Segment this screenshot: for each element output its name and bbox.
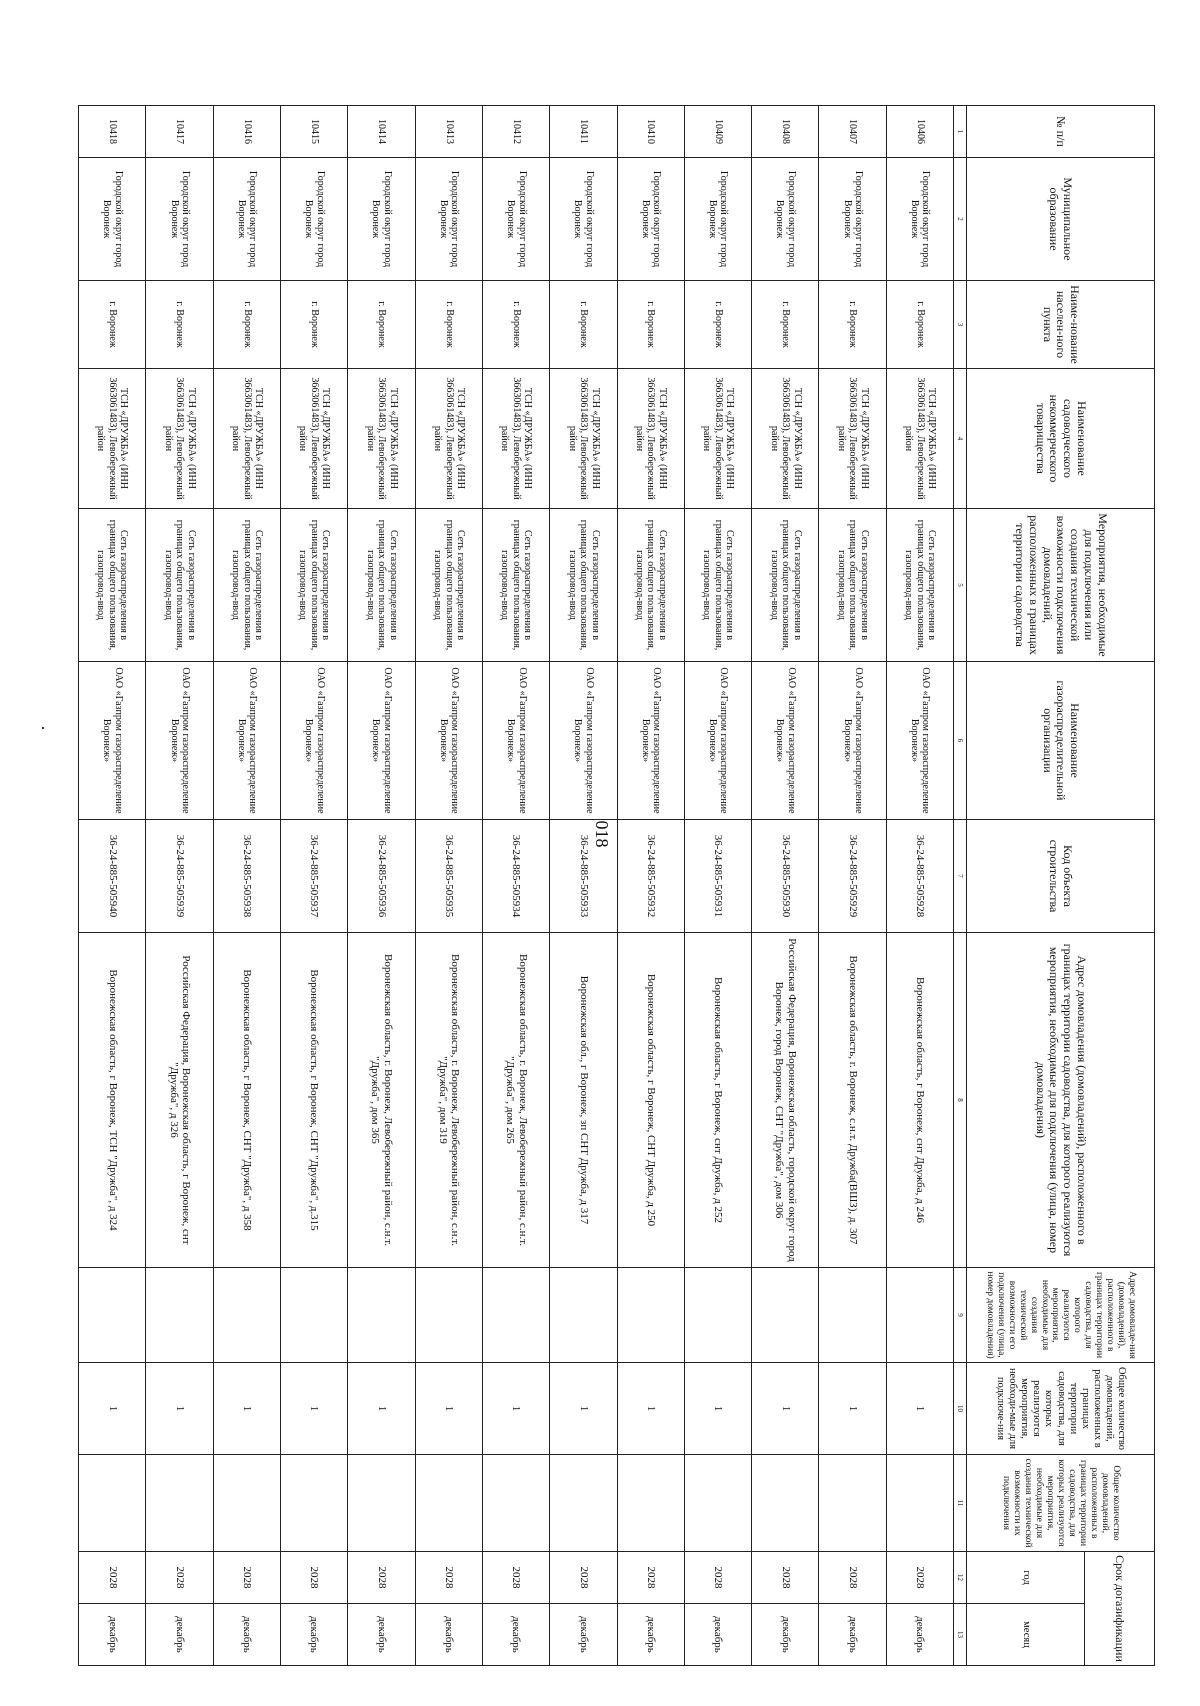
- cell-snt-name: ТСН «ДРУЖБА» (ИНН 3663061483), Левобережный район: [617, 369, 684, 509]
- rotated-document: [78, 105, 1155, 1665]
- cell-object-code: 36-24-885-505934: [482, 820, 549, 933]
- cell-object-code: 36-24-885-505940: [79, 820, 146, 933]
- header-measures: Мероприятия, необходимые для подключения или создания технической возможности подключения домовладений, расположенных в границах территории садоводства: [967, 509, 1155, 662]
- cell-object-code: 36-24-885-505931: [684, 820, 751, 933]
- cell-number: 10411: [550, 106, 617, 158]
- table-row: [146, 106, 213, 1666]
- cell-measures: Сеть газораспределения в границах общего пользования, газопровод-ввод: [281, 509, 348, 662]
- cell-municipality: Городской округ город Воронеж: [617, 158, 684, 281]
- cell-household-address: Воронежская область, г. Воронеж, Левобережный район, с.н.т. "Дружба", дом 265: [482, 933, 549, 1268]
- column-number: 7: [954, 820, 967, 933]
- cell-number: 10407: [819, 106, 886, 158]
- cell-number: 10410: [617, 106, 684, 158]
- cell-object-code: 36-24-885-505929: [819, 820, 886, 933]
- cell-total-connect: 1: [819, 1363, 886, 1455]
- cell-measures: Сеть газораспределения в границах общего пользования, газопровод-ввод: [617, 509, 684, 662]
- cell-municipality: Городской округ город Воронеж: [146, 158, 213, 281]
- cell-total-tech: [415, 1455, 482, 1552]
- cell-year: 2028: [281, 1552, 348, 1604]
- cell-household-address: Российская Федерация, Воронежская область, г Воронеж, снт "Дружба", д 326: [146, 933, 213, 1268]
- cell-month: декабрь: [146, 1604, 213, 1666]
- cell-measures: Сеть газораспределения в границах общего пользования, газопровод-ввод: [819, 509, 886, 662]
- cell-settlement: г. Воронеж: [146, 281, 213, 369]
- cell-year: 2028: [752, 1552, 819, 1604]
- cell-household-address-tech: [684, 1268, 751, 1363]
- cell-month: декабрь: [79, 1604, 146, 1666]
- cell-household-address-tech: [886, 1268, 953, 1363]
- cell-year: 2028: [819, 1552, 886, 1604]
- cell-object-code: 36-24-885-505935: [415, 820, 482, 933]
- cell-snt-name: ТСН «ДРУЖБА» (ИНН 3663061483), Левобережный район: [281, 369, 348, 509]
- cell-snt-name: ТСН «ДРУЖБА» (ИНН 3663061483), Левобережный район: [415, 369, 482, 509]
- table-row: [550, 106, 617, 1666]
- cell-number: 10416: [213, 106, 280, 158]
- cell-month: декабрь: [348, 1604, 415, 1666]
- cell-number: 10412: [482, 106, 549, 158]
- table-row: [819, 106, 886, 1666]
- cell-snt-name: ТСН «ДРУЖБА» (ИНН 3663061483), Левобережный район: [752, 369, 819, 509]
- cell-household-address: Российская Федерация, Воронежская область, городской округ город Воронеж, город Воронеж, СНТ "Дружба", дом 306: [752, 933, 819, 1268]
- cell-municipality: Городской округ город Воронеж: [79, 158, 146, 281]
- cell-municipality: Городской округ город Воронеж: [482, 158, 549, 281]
- cell-settlement: г. Воронеж: [482, 281, 549, 369]
- cell-total-tech: [819, 1455, 886, 1552]
- cell-settlement: г. Воронеж: [281, 281, 348, 369]
- page-number: 018: [592, 820, 613, 848]
- cell-household-address: Воронежская область, г. Воронеж, Левобережный район, с.н.т. "Дружба", дом 319: [415, 933, 482, 1268]
- cell-gas-org: ОАО «Газпром газораспределение Воронеж»: [213, 662, 280, 820]
- table-row: [752, 106, 819, 1666]
- cell-measures: Сеть газораспределения в границах общего пользования, газопровод-ввод: [146, 509, 213, 662]
- cell-year: 2028: [415, 1552, 482, 1604]
- cell-settlement: г. Воронеж: [348, 281, 415, 369]
- cell-gas-org: ОАО «Газпром газораспределение Воронеж»: [684, 662, 751, 820]
- cell-household-address-tech: [213, 1268, 280, 1363]
- table-row: [482, 106, 549, 1666]
- header-household-address: Адрес домовладения (домовладений), расположенного в границах территории садоводства, для которого реализуются мероприятия, необходимые для подключения (улица, номер домовладения): [967, 933, 1155, 1268]
- table-row: [886, 106, 953, 1666]
- cell-total-tech: [617, 1455, 684, 1552]
- cell-household-address-tech: [819, 1268, 886, 1363]
- cell-total-tech: [550, 1455, 617, 1552]
- cell-month: декабрь: [281, 1604, 348, 1666]
- cell-object-code: 36-24-885-505936: [348, 820, 415, 933]
- cell-month: декабрь: [213, 1604, 280, 1666]
- cell-total-tech: [348, 1455, 415, 1552]
- header-num: № п/п: [967, 106, 1155, 158]
- column-number: 11: [954, 1455, 967, 1552]
- column-number: 3: [954, 281, 967, 369]
- cell-year: 2028: [684, 1552, 751, 1604]
- cell-measures: Сеть газораспределения в границах общего пользования, газопровод-ввод: [415, 509, 482, 662]
- cell-household-address-tech: [79, 1268, 146, 1363]
- cell-snt-name: ТСН «ДРУЖБА» (ИНН 3663061483), Левобережный район: [819, 369, 886, 509]
- cell-object-code: 36-24-885-505939: [146, 820, 213, 933]
- cell-total-connect: 1: [684, 1363, 751, 1455]
- table-body: [79, 106, 954, 1666]
- header-settlement: Наиме-нование населен-ного пункта: [967, 281, 1155, 369]
- cell-gas-org: ОАО «Газпром газораспределение Воронеж»: [752, 662, 819, 820]
- column-number: 6: [954, 662, 967, 820]
- cell-number: 10408: [752, 106, 819, 158]
- column-number: 8: [954, 933, 967, 1268]
- table-row: [684, 106, 751, 1666]
- cell-total-connect: 1: [213, 1363, 280, 1455]
- cell-object-code: 36-24-885-505930: [752, 820, 819, 933]
- table-row: [617, 106, 684, 1666]
- cell-month: декабрь: [550, 1604, 617, 1666]
- cell-measures: Сеть газораспределения в границах общего пользования, газопровод-ввод: [79, 509, 146, 662]
- cell-measures: Сеть газораспределения в границах общего пользования, газопровод-ввод: [213, 509, 280, 662]
- header-gas-org: Наименование газораспределительной организации: [967, 662, 1155, 820]
- cell-gas-org: ОАО «Газпром газораспределение Воронеж»: [415, 662, 482, 820]
- cell-number: 10417: [146, 106, 213, 158]
- cell-settlement: г. Воронеж: [550, 281, 617, 369]
- header-object-code: Код объекта строительства: [967, 820, 1155, 933]
- cell-gas-org: ОАО «Газпром газораспределение Воронеж»: [348, 662, 415, 820]
- cell-total-connect: 1: [752, 1363, 819, 1455]
- cell-household-address: Воронежская область, г Воронеж, снт Дружба, д 246: [886, 933, 953, 1268]
- table-row: [415, 106, 482, 1666]
- cell-number: 10409: [684, 106, 751, 158]
- column-number: 13: [954, 1604, 967, 1666]
- cell-month: декабрь: [752, 1604, 819, 1666]
- cell-gas-org: ОАО «Газпром газораспределение Воронеж»: [886, 662, 953, 820]
- column-number: 9: [954, 1268, 967, 1363]
- cell-measures: Сеть газораспределения в границах общего пользования, газопровод-ввод: [752, 509, 819, 662]
- cell-total-tech: [886, 1455, 953, 1552]
- cell-snt-name: ТСН «ДРУЖБА» (ИНН 3663061483), Левобережный район: [348, 369, 415, 509]
- cell-municipality: Городской округ город Воронеж: [213, 158, 280, 281]
- gasification-table: [78, 105, 1155, 1666]
- cell-total-connect: 1: [482, 1363, 549, 1455]
- cell-settlement: г. Воронеж: [213, 281, 280, 369]
- cell-settlement: г. Воронеж: [617, 281, 684, 369]
- cell-gas-org: ОАО «Газпром газораспределение Воронеж»: [819, 662, 886, 820]
- cell-total-connect: 1: [146, 1363, 213, 1455]
- cell-month: декабрь: [886, 1604, 953, 1666]
- cell-number: 10406: [886, 106, 953, 158]
- cell-total-connect: 1: [415, 1363, 482, 1455]
- header-row: [1085, 106, 1155, 1666]
- cell-household-address: Воронежская область, г Воронеж, ТСН "Дружба", д 324: [79, 933, 146, 1268]
- cell-municipality: Городской округ город Воронеж: [684, 158, 751, 281]
- cell-household-address-tech: [281, 1268, 348, 1363]
- cell-month: декабрь: [415, 1604, 482, 1666]
- header-deadline: Срок догазификации: [1085, 1552, 1155, 1666]
- header-year: год: [967, 1552, 1085, 1604]
- header-snt-name: Наименование садоводческого некоммерческого товарищества: [967, 369, 1155, 509]
- cell-settlement: г. Воронеж: [752, 281, 819, 369]
- column-number: 10: [954, 1363, 967, 1455]
- column-number: 1: [954, 106, 967, 158]
- table-row: [348, 106, 415, 1666]
- cell-year: 2028: [213, 1552, 280, 1604]
- cell-object-code: 36-24-885-505937: [281, 820, 348, 933]
- cell-month: декабрь: [482, 1604, 549, 1666]
- cell-settlement: г. Воронеж: [819, 281, 886, 369]
- cell-year: 2028: [348, 1552, 415, 1604]
- cell-total-connect: 1: [281, 1363, 348, 1455]
- cell-month: декабрь: [617, 1604, 684, 1666]
- cell-municipality: Городской округ город Воронеж: [281, 158, 348, 281]
- cell-object-code: 36-24-885-505928: [886, 820, 953, 933]
- cell-total-connect: 1: [348, 1363, 415, 1455]
- cell-total-connect: 1: [550, 1363, 617, 1455]
- header-total-tech: Общее количество домовладений, расположенных в границах территории садоводства, для которых реализуются мероприятия, необходимые для создания технической возможности их подключения: [967, 1455, 1155, 1552]
- cell-gas-org: ОАО «Газпром газораспределение Воронеж»: [550, 662, 617, 820]
- cell-total-tech: [213, 1455, 280, 1552]
- cell-total-tech: [684, 1455, 751, 1552]
- table-row: [79, 106, 146, 1666]
- cell-household-address: Воронежская обл., г Воронеж, зп СНТ Дружба, д 317: [550, 933, 617, 1268]
- cell-municipality: Городской округ город Воронеж: [819, 158, 886, 281]
- cell-month: декабрь: [684, 1604, 751, 1666]
- cell-household-address-tech: [146, 1268, 213, 1363]
- cell-household-address-tech: [348, 1268, 415, 1363]
- table-row: [213, 106, 280, 1666]
- scan-speck: [42, 727, 44, 729]
- cell-number: 10415: [281, 106, 348, 158]
- cell-object-code: 36-24-885-505933: [550, 820, 617, 933]
- cell-number: 10413: [415, 106, 482, 158]
- cell-measures: Сеть газораспределения в границах общего пользования, газопровод-ввод: [684, 509, 751, 662]
- cell-year: 2028: [886, 1552, 953, 1604]
- cell-measures: Сеть газораспределения в границах общего пользования, газопровод-ввод: [482, 509, 549, 662]
- column-number: 2: [954, 158, 967, 281]
- column-number: 12: [954, 1552, 967, 1604]
- cell-gas-org: ОАО «Газпром газораспределение Воронеж»: [617, 662, 684, 820]
- cell-snt-name: ТСН «ДРУЖБА» (ИНН 3663061483), Левобережный район: [550, 369, 617, 509]
- cell-year: 2028: [146, 1552, 213, 1604]
- cell-settlement: г. Воронеж: [684, 281, 751, 369]
- cell-month: декабрь: [819, 1604, 886, 1666]
- cell-total-tech: [281, 1455, 348, 1552]
- cell-municipality: Городской округ город Воронеж: [348, 158, 415, 281]
- cell-snt-name: ТСН «ДРУЖБА» (ИНН 3663061483), Левобережный район: [482, 369, 549, 509]
- cell-settlement: г. Воронеж: [886, 281, 953, 369]
- cell-year: 2028: [482, 1552, 549, 1604]
- cell-municipality: Городской округ город Воронеж: [415, 158, 482, 281]
- cell-household-address: Воронежская область, г Воронеж, СНТ Дружба, д 250: [617, 933, 684, 1268]
- cell-snt-name: ТСН «ДРУЖБА» (ИНН 3663061483), Левобережный район: [684, 369, 751, 509]
- cell-gas-org: ОАО «Газпром газораспределение Воронеж»: [482, 662, 549, 820]
- cell-total-tech: [752, 1455, 819, 1552]
- cell-household-address: Воронежская область, г. Воронеж, с.н.т. Дружба(ВШЗ), д. 307: [819, 933, 886, 1268]
- cell-municipality: Городской округ город Воронеж: [550, 158, 617, 281]
- header-municipality: Муниципальное образование: [967, 158, 1155, 281]
- header-household-address-tech: Адрес домовладе-ния (домовладений), расположенного в границах территории садоводства, для которого реализуются мероприятия, необходимые для создания технической возможности его подключения (улица, номер домовладения): [967, 1268, 1155, 1363]
- header-total-connect: Общее количество домовладений, расположенных в границах территории садоводства, для которых реализуются мероприятия, необходи-мые для подключе-ния: [967, 1363, 1155, 1455]
- cell-household-address-tech: [415, 1268, 482, 1363]
- cell-household-address-tech: [752, 1268, 819, 1363]
- cell-household-address: Воронежская область, г Воронеж, СНТ "Дружба", д 358: [213, 933, 280, 1268]
- cell-municipality: Городской округ город Воронеж: [752, 158, 819, 281]
- cell-household-address-tech: [617, 1268, 684, 1363]
- cell-household-address: Воронежская область, г Воронеж, СНТ "Дружба", д.315: [281, 933, 348, 1268]
- cell-snt-name: ТСН «ДРУЖБА» (ИНН 3663061483), Левобережный район: [213, 369, 280, 509]
- cell-gas-org: ОАО «Газпром газораспределение Воронеж»: [79, 662, 146, 820]
- cell-total-tech: [146, 1455, 213, 1552]
- cell-object-code: 36-24-885-505932: [617, 820, 684, 933]
- cell-household-address-tech: [482, 1268, 549, 1363]
- cell-total-connect: 1: [617, 1363, 684, 1455]
- cell-settlement: г. Воронеж: [79, 281, 146, 369]
- cell-number: 10418: [79, 106, 146, 158]
- cell-snt-name: ТСН «ДРУЖБА» (ИНН 3663061483), Левобережный район: [79, 369, 146, 509]
- column-number: 5: [954, 509, 967, 662]
- column-number-row: [954, 106, 967, 1666]
- cell-snt-name: ТСН «ДРУЖБА» (ИНН 3663061483), Левобережный район: [146, 369, 213, 509]
- cell-total-connect: 1: [79, 1363, 146, 1455]
- cell-settlement: г. Воронеж: [415, 281, 482, 369]
- cell-year: 2028: [617, 1552, 684, 1604]
- column-number: 4: [954, 369, 967, 509]
- cell-measures: Сеть газораспределения в границах общего пользования, газопровод-ввод: [348, 509, 415, 662]
- cell-household-address: Воронежская область, г. Воронеж, Левобережный район, с.н.т. "Дружба", дом 365: [348, 933, 415, 1268]
- cell-municipality: Городской округ город Воронеж: [886, 158, 953, 281]
- cell-gas-org: ОАО «Газпром газораспределение Воронеж»: [146, 662, 213, 820]
- cell-household-address-tech: [550, 1268, 617, 1363]
- cell-number: 10414: [348, 106, 415, 158]
- cell-measures: Сеть газораспределения в границах общего пользования, газопровод-ввод: [550, 509, 617, 662]
- cell-gas-org: ОАО «Газпром газораспределение Воронеж»: [281, 662, 348, 820]
- cell-total-tech: [482, 1455, 549, 1552]
- cell-year: 2028: [79, 1552, 146, 1604]
- cell-total-connect: 1: [886, 1363, 953, 1455]
- cell-total-tech: [79, 1455, 146, 1552]
- table-row: [281, 106, 348, 1666]
- cell-snt-name: ТСН «ДРУЖБА» (ИНН 3663061483), Левобережный район: [886, 369, 953, 509]
- cell-year: 2028: [550, 1552, 617, 1604]
- cell-object-code: 36-24-885-505938: [213, 820, 280, 933]
- cell-measures: Сеть газораспределения в границах общего пользования, газопровод-ввод: [886, 509, 953, 662]
- cell-household-address: Воронежская область, г Воронеж, снт Дружба, д 252: [684, 933, 751, 1268]
- header-month: месяц: [967, 1604, 1085, 1666]
